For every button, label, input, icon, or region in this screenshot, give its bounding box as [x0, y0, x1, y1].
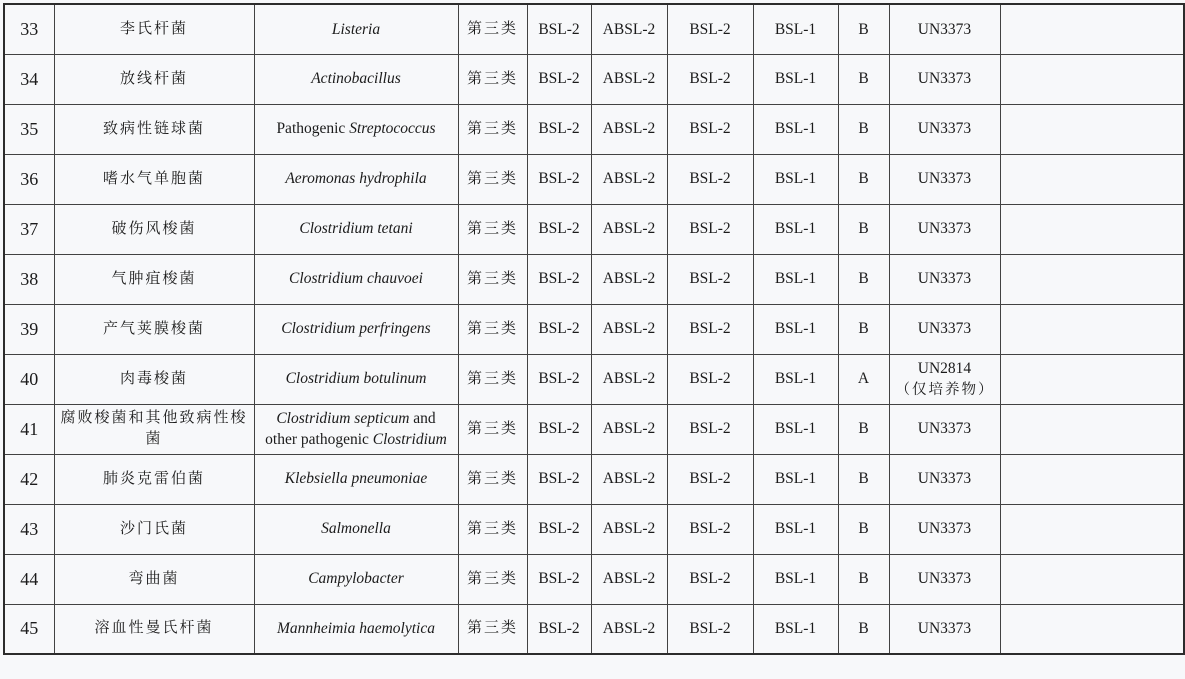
cell-name-cn: 致病性链球菌 [54, 104, 254, 154]
cell-lab-bsl: BSL-2 [527, 504, 591, 554]
cell-index: 44 [4, 554, 54, 604]
cell-transport-group: B [838, 554, 889, 604]
cell-inactivated-bsl: BSL-1 [753, 404, 838, 454]
cell-animal-absl: ABSL-2 [591, 354, 667, 404]
cell-name-cn: 弯曲菌 [54, 554, 254, 604]
table-row [4, 404, 1184, 454]
cell-un-number: UN3373 [889, 104, 1000, 154]
cell-un-number: UN2814 （仅培养物） [889, 354, 1000, 404]
cell-category: 第三类 [458, 4, 527, 54]
cell-index: 40 [4, 354, 54, 404]
cell-name-latin: Listeria [254, 4, 458, 54]
cell-large-scale-bsl: BSL-2 [667, 304, 753, 354]
cell-remarks [1000, 604, 1184, 654]
cell-name-cn: 肺炎克雷伯菌 [54, 454, 254, 504]
cell-inactivated-bsl: BSL-1 [753, 254, 838, 304]
cell-un-number: UN3373 [889, 304, 1000, 354]
cell-category: 第三类 [458, 554, 527, 604]
cell-inactivated-bsl: BSL-1 [753, 204, 838, 254]
cell-transport-group: B [838, 454, 889, 504]
cell-name-cn: 破伤风梭菌 [54, 204, 254, 254]
cell-large-scale-bsl: BSL-2 [667, 154, 753, 204]
cell-name-cn: 李氏杆菌 [54, 4, 254, 54]
cell-index: 42 [4, 454, 54, 504]
cell-remarks [1000, 4, 1184, 54]
cell-name-cn: 放线杆菌 [54, 54, 254, 104]
cell-remarks [1000, 154, 1184, 204]
cell-lab-bsl: BSL-2 [527, 104, 591, 154]
cell-un-number: UN3373 [889, 604, 1000, 654]
cell-lab-bsl: BSL-2 [527, 254, 591, 304]
cell-index: 35 [4, 104, 54, 154]
cell-remarks [1000, 354, 1184, 404]
cell-un-number: UN3373 [889, 504, 1000, 554]
cell-name-latin: Clostridium tetani [254, 204, 458, 254]
cell-inactivated-bsl: BSL-1 [753, 454, 838, 504]
table-row [4, 454, 1184, 504]
cell-large-scale-bsl: BSL-2 [667, 604, 753, 654]
cell-name-latin: Aeromonas hydrophila [254, 154, 458, 204]
cell-animal-absl: ABSL-2 [591, 604, 667, 654]
cell-animal-absl: ABSL-2 [591, 254, 667, 304]
table-row [4, 354, 1184, 404]
cell-large-scale-bsl: BSL-2 [667, 354, 753, 404]
cell-index: 34 [4, 54, 54, 104]
cell-large-scale-bsl: BSL-2 [667, 4, 753, 54]
cell-name-cn: 嗜水气单胞菌 [54, 154, 254, 204]
cell-large-scale-bsl: BSL-2 [667, 504, 753, 554]
cell-inactivated-bsl: BSL-1 [753, 4, 838, 54]
pathogen-table-body [4, 4, 1184, 654]
cell-name-latin: Mannheimia haemolytica [254, 604, 458, 654]
cell-un-number: UN3373 [889, 204, 1000, 254]
cell-name-cn: 气肿疽梭菌 [54, 254, 254, 304]
table-row [4, 554, 1184, 604]
cell-name-cn: 肉毒梭菌 [54, 354, 254, 404]
cell-name-latin: Pathogenic Streptococcus [254, 104, 458, 154]
cell-un-number: UN3373 [889, 404, 1000, 454]
cell-transport-group: B [838, 304, 889, 354]
cell-inactivated-bsl: BSL-1 [753, 304, 838, 354]
cell-index: 41 [4, 404, 54, 454]
cell-un-number: UN3373 [889, 4, 1000, 54]
cell-un-number: UN3373 [889, 554, 1000, 604]
cell-remarks [1000, 304, 1184, 354]
cell-remarks [1000, 104, 1184, 154]
cell-name-cn: 产气荚膜梭菌 [54, 304, 254, 354]
pathogen-classification-table [3, 3, 1185, 655]
cell-transport-group: B [838, 154, 889, 204]
cell-transport-group: B [838, 254, 889, 304]
cell-remarks [1000, 504, 1184, 554]
cell-name-cn: 沙门氏菌 [54, 504, 254, 554]
cell-inactivated-bsl: BSL-1 [753, 604, 838, 654]
cell-inactivated-bsl: BSL-1 [753, 354, 838, 404]
table-row [4, 104, 1184, 154]
cell-name-latin: Klebsiella pneumoniae [254, 454, 458, 504]
cell-index: 45 [4, 604, 54, 654]
cell-category: 第三类 [458, 54, 527, 104]
cell-category: 第三类 [458, 504, 527, 554]
table-row [4, 304, 1184, 354]
cell-animal-absl: ABSL-2 [591, 404, 667, 454]
cell-un-number: UN3373 [889, 54, 1000, 104]
table-row [4, 204, 1184, 254]
cell-large-scale-bsl: BSL-2 [667, 404, 753, 454]
cell-remarks [1000, 254, 1184, 304]
cell-large-scale-bsl: BSL-2 [667, 54, 753, 104]
cell-category: 第三类 [458, 154, 527, 204]
cell-animal-absl: ABSL-2 [591, 4, 667, 54]
table-row [4, 504, 1184, 554]
cell-animal-absl: ABSL-2 [591, 54, 667, 104]
cell-animal-absl: ABSL-2 [591, 154, 667, 204]
cell-animal-absl: ABSL-2 [591, 504, 667, 554]
cell-category: 第三类 [458, 104, 527, 154]
cell-lab-bsl: BSL-2 [527, 354, 591, 404]
cell-lab-bsl: BSL-2 [527, 54, 591, 104]
cell-index: 37 [4, 204, 54, 254]
cell-inactivated-bsl: BSL-1 [753, 504, 838, 554]
cell-name-latin: Clostridium perfringens [254, 304, 458, 354]
cell-transport-group: A [838, 354, 889, 404]
cell-category: 第三类 [458, 354, 527, 404]
cell-remarks [1000, 554, 1184, 604]
cell-category: 第三类 [458, 204, 527, 254]
cell-large-scale-bsl: BSL-2 [667, 454, 753, 504]
cell-transport-group: B [838, 54, 889, 104]
cell-transport-group: B [838, 4, 889, 54]
cell-index: 39 [4, 304, 54, 354]
cell-transport-group: B [838, 404, 889, 454]
cell-transport-group: B [838, 204, 889, 254]
table-row [4, 54, 1184, 104]
cell-lab-bsl: BSL-2 [527, 604, 591, 654]
cell-name-latin: Clostridium chauvoei [254, 254, 458, 304]
cell-transport-group: B [838, 504, 889, 554]
cell-animal-absl: ABSL-2 [591, 204, 667, 254]
cell-category: 第三类 [458, 304, 527, 354]
table-row [4, 254, 1184, 304]
cell-animal-absl: ABSL-2 [591, 304, 667, 354]
cell-category: 第三类 [458, 404, 527, 454]
cell-inactivated-bsl: BSL-1 [753, 154, 838, 204]
cell-category: 第三类 [458, 604, 527, 654]
cell-inactivated-bsl: BSL-1 [753, 54, 838, 104]
cell-un-number: UN3373 [889, 154, 1000, 204]
cell-animal-absl: ABSL-2 [591, 554, 667, 604]
cell-remarks [1000, 454, 1184, 504]
cell-lab-bsl: BSL-2 [527, 554, 591, 604]
cell-lab-bsl: BSL-2 [527, 304, 591, 354]
cell-lab-bsl: BSL-2 [527, 204, 591, 254]
table-row [4, 604, 1184, 654]
cell-name-latin: Clostridium septicum and other pathogenic Clostridium [254, 404, 458, 454]
cell-index: 38 [4, 254, 54, 304]
cell-remarks [1000, 54, 1184, 104]
cell-large-scale-bsl: BSL-2 [667, 204, 753, 254]
cell-name-cn: 腐败梭菌和其他致病性梭菌 [54, 404, 254, 454]
cell-name-latin: Salmonella [254, 504, 458, 554]
cell-large-scale-bsl: BSL-2 [667, 254, 753, 304]
cell-index: 43 [4, 504, 54, 554]
cell-name-cn: 溶血性曼氏杆菌 [54, 604, 254, 654]
cell-animal-absl: ABSL-2 [591, 104, 667, 154]
cell-inactivated-bsl: BSL-1 [753, 554, 838, 604]
cell-animal-absl: ABSL-2 [591, 454, 667, 504]
cell-index: 36 [4, 154, 54, 204]
cell-name-latin: Clostridium botulinum [254, 354, 458, 404]
cell-remarks [1000, 204, 1184, 254]
cell-lab-bsl: BSL-2 [527, 154, 591, 204]
cell-un-number: UN3373 [889, 454, 1000, 504]
cell-name-latin: Campylobacter [254, 554, 458, 604]
cell-lab-bsl: BSL-2 [527, 404, 591, 454]
cell-name-latin: Actinobacillus [254, 54, 458, 104]
cell-large-scale-bsl: BSL-2 [667, 554, 753, 604]
cell-large-scale-bsl: BSL-2 [667, 104, 753, 154]
cell-inactivated-bsl: BSL-1 [753, 104, 838, 154]
cell-lab-bsl: BSL-2 [527, 4, 591, 54]
cell-category: 第三类 [458, 254, 527, 304]
cell-lab-bsl: BSL-2 [527, 454, 591, 504]
cell-un-number: UN3373 [889, 254, 1000, 304]
cell-transport-group: B [838, 604, 889, 654]
cell-category: 第三类 [458, 454, 527, 504]
table-row [4, 4, 1184, 54]
cell-index: 33 [4, 4, 54, 54]
cell-transport-group: B [838, 104, 889, 154]
cell-remarks [1000, 404, 1184, 454]
table-row [4, 154, 1184, 204]
